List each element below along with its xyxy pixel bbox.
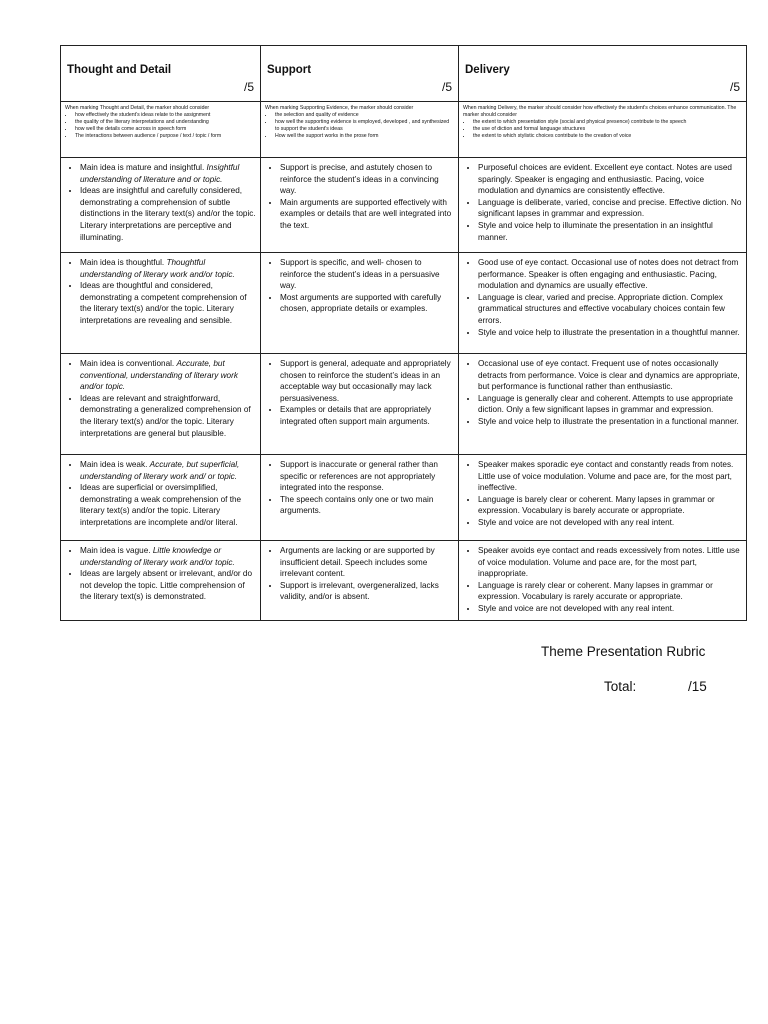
level-row-3: [61, 354, 747, 455]
notes-item: • the quality of the literary interpretations and understanding: [74, 119, 256, 126]
notes-intro: When marking Thought and Detail, the marker should consider: [65, 105, 210, 111]
criterion-item: • Style and voice help to illustrate the presentation in a thoughtful manner.: [478, 327, 742, 339]
delivery-cell: [459, 455, 747, 541]
notes-item: • how well the details come across in speech form: [74, 126, 256, 133]
column-score: /5: [243, 80, 254, 94]
thought-cell: [61, 253, 261, 354]
level-row-5: [61, 541, 747, 621]
criterion-item: • Ideas are relevant and straightforward, demonstrating a generalized comprehension of the literary text(s) and/or the topic. Literary interpretations are general but plausible.: [80, 393, 256, 439]
criterion-item: • Main idea is mature and insightful. Insightful understanding of literature and or topic.: [80, 162, 256, 185]
delivery-cell: [459, 354, 747, 455]
criterion-item: • Style and voice help to illuminate the presentation in an insightful manner.: [478, 220, 742, 243]
total-label: Total:: [604, 679, 637, 694]
criterion-item: • Good use of eye contact. Occasional use of notes does not detract from performance. Speaker is often engaging and enthusiastic. Pacing, modulation and dynamics are usually effective.: [478, 257, 742, 292]
level-row-4: [61, 455, 747, 541]
criterion-item: • Main idea is vague. Little knowledge or understanding of literary work and/or topic.: [80, 545, 256, 568]
total-score: /15: [688, 679, 707, 694]
thought-cell: [61, 455, 261, 541]
criterion-item: • Ideas are thoughtful and considered, demonstrating a competent comprehension of the literary text(s) and/or the topic. Literary interpretations are revealing and sensible.: [80, 280, 256, 326]
notes-item: • the use of diction and formal language structures: [472, 126, 742, 133]
level-row-1: [61, 158, 747, 253]
support-cell: [261, 541, 459, 621]
criterion-item: • Main idea is conventional. Accurate, but conventional, understanding of literary work and/or topic.: [80, 358, 256, 393]
notes-cell-delivery: [459, 102, 747, 158]
delivery-cell: [459, 253, 747, 354]
header-cell-thought: [61, 46, 261, 102]
criterion-item: • Main arguments are supported effectively with examples or details that are well integrated into the text.: [280, 197, 454, 232]
delivery-cell: [459, 541, 747, 621]
notes-intro: When marking Supporting Evidence, the marker should consider: [265, 105, 414, 111]
criterion-item: • Ideas are largely absent or irrelevant, and/or do not develop the topic. Little comprehension of the literary text(s) is demonstrated.: [80, 568, 256, 603]
notes-item: • the selection and quality of evidence: [274, 112, 454, 119]
criterion-item: • Ideas are insightful and carefully considered, demonstrating a comprehension of subtle distinctions in the literary text(s) and/or the topic. Literary interpretations are perceptive and illuminating.: [80, 185, 256, 243]
total-line: [604, 679, 707, 694]
criterion-item: • Language is generally clear and coherent. Attempts to use appropriate diction. Only a few significant lapses in grammar and expression.: [478, 393, 742, 416]
notes-intro: When marking Delivery, the marker should consider how effectively the student’s choices enhance communication. The marker should consider: [463, 105, 737, 119]
criterion-item: • Support is specific, and well- chosen to reinforce the student’s ideas in a persuasive way.: [280, 257, 454, 292]
criterion-item: • Most arguments are supported with carefully chosen, appropriate details or examples.: [280, 292, 454, 315]
criterion-item: • Arguments are lacking or are supported by insufficient detail. Speech includes some irrelevant content.: [280, 545, 454, 580]
criterion-item: • Examples or details that are appropriately integrated often support main arguments.: [280, 404, 454, 427]
criterion-item: • Support is general, adequate and appropriately chosen to reinforce the student’s ideas in an acceptable way but occasionally may lack persuasiveness.: [280, 358, 454, 404]
criterion-item: • Language is deliberate, varied, concise and precise. Effective diction. No significant lapses in grammar and expression.: [478, 197, 742, 220]
criterion-item: • Occasional use of eye contact. Frequent use of notes occasionally detracts from performance. Voice is clear and dynamics are appropriate, but performance is functional rather than enthusiastic.: [478, 358, 742, 393]
rubric-table: [60, 45, 747, 621]
criterion-item: • Style and voice are not developed with any real intent.: [478, 603, 742, 615]
notes-item: • How well the support works in the prose form: [274, 133, 454, 140]
criterion-item: • Language is barely clear or coherent. Many lapses in grammar or expression. Vocabulary is barely accurate or appropriate.: [478, 494, 742, 517]
criterion-item: • Ideas are superficial or oversimplified, demonstrating a weak comprehension of the literary text(s) and/or the topic. Literary interpretations are incomplete and/or literal.: [80, 482, 256, 528]
notes-row: [61, 102, 747, 158]
header-cell-delivery: [459, 46, 747, 102]
criterion-item: • Purposeful choices are evident. Excellent eye contact. Notes are used sparingly. Speaker is engaging and enthusiastic. Pacing, voice modulation and dynamics are consistently effective.: [478, 162, 742, 197]
header-cell-support: [261, 46, 459, 102]
thought-cell: [61, 541, 261, 621]
criterion-item: • Speaker avoids eye contact and reads excessively from notes. Little use of voice modulation. Volume and pace are, for the most part, inappropriate.: [478, 545, 742, 580]
column-score: /5: [441, 80, 452, 94]
criterion-item: • Language is rarely clear or coherent. Many lapses in grammar or expression. Vocabulary is rarely accurate or appropriate.: [478, 580, 742, 603]
notes-item: • The interactions between audience / purpose / text / topic / form: [74, 133, 256, 140]
thought-cell: [61, 354, 261, 455]
criterion-item: • Support is inaccurate or general rather than specific or references are not appropriately integrated into the response.: [280, 459, 454, 494]
support-cell: [261, 455, 459, 541]
column-title: Delivery: [465, 64, 510, 76]
delivery-cell: [459, 158, 747, 253]
thought-cell: [61, 158, 261, 253]
column-score: /5: [729, 80, 740, 94]
column-title: Thought and Detail: [67, 64, 172, 76]
level-row-2: [61, 253, 747, 354]
support-cell: [261, 354, 459, 455]
notes-item: • how well the supporting evidence is employed, developed , and synthesized to support the student’s ideas: [274, 119, 454, 133]
notes-item: • the extent to which stylistic choices contribute to the creation of voice: [472, 133, 742, 140]
support-cell: [261, 158, 459, 253]
notes-item: • how effectively the student’s ideas relate to the assignment: [74, 112, 256, 119]
criterion-item: • Support is irrelevant, overgeneralized, lacks validity, and/or is absent.: [280, 580, 454, 603]
criterion-item: • Main idea is thoughtful. Thoughtful understanding of literary work and/or topic.: [80, 257, 256, 280]
criterion-item: • Language is clear, varied and precise. Appropriate diction. Complex grammatical structures and effective vocabulary choices contain few errors.: [478, 292, 742, 327]
criterion-item: • Style and voice help to illustrate the presentation in a functional manner.: [478, 416, 742, 428]
support-cell: [261, 253, 459, 354]
notes-cell-support: [261, 102, 459, 158]
notes-cell-thought: [61, 102, 261, 158]
criterion-item: • Main idea is weak. Accurate, but superficial, understanding of literary work and/ or topic.: [80, 459, 256, 482]
notes-item: • the extent to which presentation style (social and physical presence) contribute to the speech: [472, 119, 742, 126]
criterion-item: • Style and voice are not developed with any real intent.: [478, 517, 742, 529]
rubric-title: Theme Presentation Rubric: [541, 644, 706, 659]
column-title: Support: [267, 64, 312, 76]
criterion-item: • The speech contains only one or two main arguments.: [280, 494, 454, 517]
criterion-item: • Support is precise, and astutely chosen to reinforce the student’s ideas in a convincing way.: [280, 162, 454, 197]
header-row: [61, 46, 747, 102]
criterion-item: • Speaker makes sporadic eye contact and constantly reads from notes. Little use of voice modulation. Volume and pace are, for the most part, ineffective.: [478, 459, 742, 494]
